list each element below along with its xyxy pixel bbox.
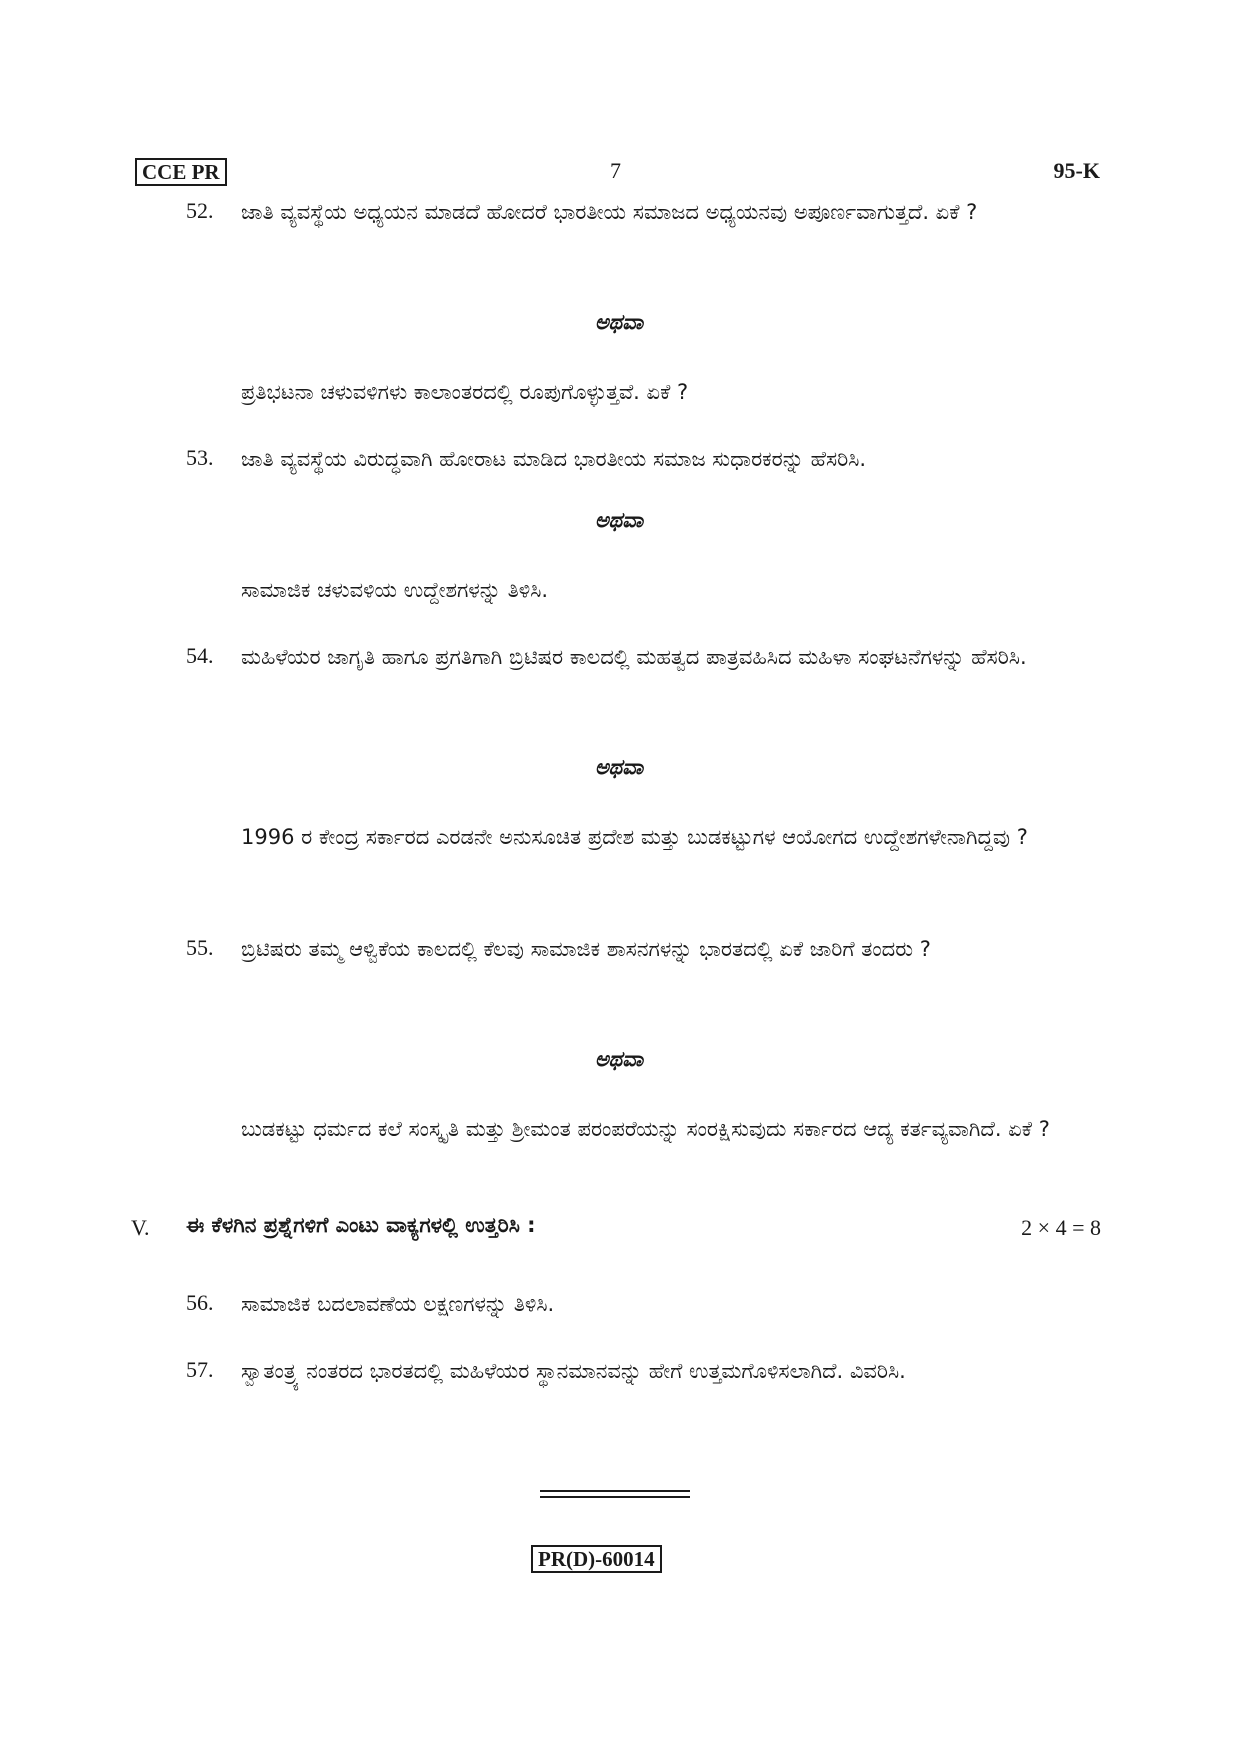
question-text: ಮಹಿಳೆಯರ ಜಾಗೃತಿ ಹಾಗೂ ಪ್ರಗತಿಗಾಗಿ ಬ್ರಿಟಿಷರ ಕಾಲದಲ್ಲಿ ಮಹತ್ವದ ಪಾತ್ರವಹಿಸಿದ ಮಹಿಳಾ ಸಂಘಟನೆಗಳನ್ನು ಹೆಸರಿಸಿ. [241,645,1027,669]
section-roman-numeral: V. [131,1215,150,1240]
question-number: 53. [186,445,214,470]
question-text: ಜಾತಿ ವ್ಯವಸ್ಥೆಯ ವಿರುದ್ಧವಾಗಿ ಹೋರಾಟ ಮಾಡಿದ ಭಾರತೀಯ ಸಮಾಜ ಸುಧಾರಕರನ್ನು ಹೆಸರಿಸಿ. [241,447,867,471]
section-marks: 2 × 4 = 8 [1021,1215,1101,1240]
page-header [135,158,1100,188]
or-label: ಅಥವಾ [594,508,644,532]
footer-code: PR(D)-60014 [531,1545,662,1573]
question-alt-text: ಸಾಮಾಜಿಕ ಚಳುವಳಿಯ ಉದ್ದೇಶಗಳನ್ನು ತಿಳಿಸಿ. [241,578,549,602]
section-title: ಈ ಕೆಳಗಿನ ಪ್ರಶ್ನೆಗಳಿಗೆ ಎಂಟು ವಾಕ್ಯಗಳಲ್ಲಿ ಉತ್ತರಿಸಿ : [186,1213,536,1237]
question-text: ಸಾಮಾಜಿಕ ಬದಲಾವಣೆಯ ಲಕ್ಷಣಗಳನ್ನು ತಿಳಿಸಿ. [241,1292,555,1316]
question-text: ಬ್ರಿಟಿಷರು ತಮ್ಮ ಆಳ್ವಿಕೆಯ ಕಾಲದಲ್ಲಿ ಕೆಲವು ಸಾಮಾಜಿಕ ಶಾಸನಗಳನ್ನು ಭಾರತದಲ್ಲಿ ಏಕೆ ಜಾರಿಗೆ ತಂದರು ? [241,937,931,961]
question-number: 52. [186,198,214,223]
question-alt-text: ಬುಡಕಟ್ಟು ಧರ್ಮದ ಕಲೆ ಸಂಸ್ಕೃತಿ ಮತ್ತು ಶ್ರೀಮಂತ ಪರಂಪರೆಯನ್ನು ಸಂರಕ್ಷಿಸುವುದು ಸರ್ಕಾರದ ಆದ್ಯ ಕರ್ತವ್ಯವಾಗಿದೆ. ಏಕೆ ? [241,1117,1050,1141]
end-rule-bottom [540,1496,690,1498]
question-number: 55. [186,935,214,960]
end-rule-top [540,1490,690,1492]
question-number: 54. [186,643,214,668]
exam-code-left: CCE PR [135,158,227,186]
question-alt-text: ಪ್ರತಿಭಟನಾ ಚಳುವಳಿಗಳು ಕಾಲಾಂತರದಲ್ಲಿ ರೂಪುಗೊಳ್ಳುತ್ತವೆ. ಏಕೆ ? [241,380,689,404]
question-text: ಜಾತಿ ವ್ಯವಸ್ಥೆಯ ಅಧ್ಯಯನ ಮಾಡದೆ ಹೋದರೆ ಭಾರತೀಯ ಸಮಾಜದ ಅಧ್ಯಯನವು ಅಪೂರ್ಣವಾಗುತ್ತದೆ. ಏಕೆ ? [241,200,978,224]
or-label: ಅಥವಾ [594,310,644,334]
question-text: ಸ್ವಾತಂತ್ರ್ಯ ನಂತರದ ಭಾರತದಲ್ಲಿ ಮಹಿಳೆಯರ ಸ್ಥಾನಮಾನವನ್ನು ಹೇಗೆ ಉತ್ತಮಗೊಳಿಸಲಾಗಿದೆ. ವಿವರಿಸಿ. [241,1359,906,1383]
question-number: 56. [186,1290,214,1315]
or-label: ಅಥವಾ [594,1047,644,1071]
page-number: 7 [610,158,621,183]
question-number: 57. [186,1357,214,1382]
question-alt-text: 1996 ರ ಕೇಂದ್ರ ಸರ್ಕಾರದ ಎರಡನೇ ಅನುಸೂಚಿತ ಪ್ರದೇಶ ಮತ್ತು ಬುಡಕಟ್ಟುಗಳ ಆಯೋಗದ ಉದ್ದೇಶಗಳೇನಾಗಿದ್ದವು ? [241,825,1028,849]
or-label: ಅಥವಾ [594,755,644,779]
paper-code-right: 95-K [1053,158,1100,183]
